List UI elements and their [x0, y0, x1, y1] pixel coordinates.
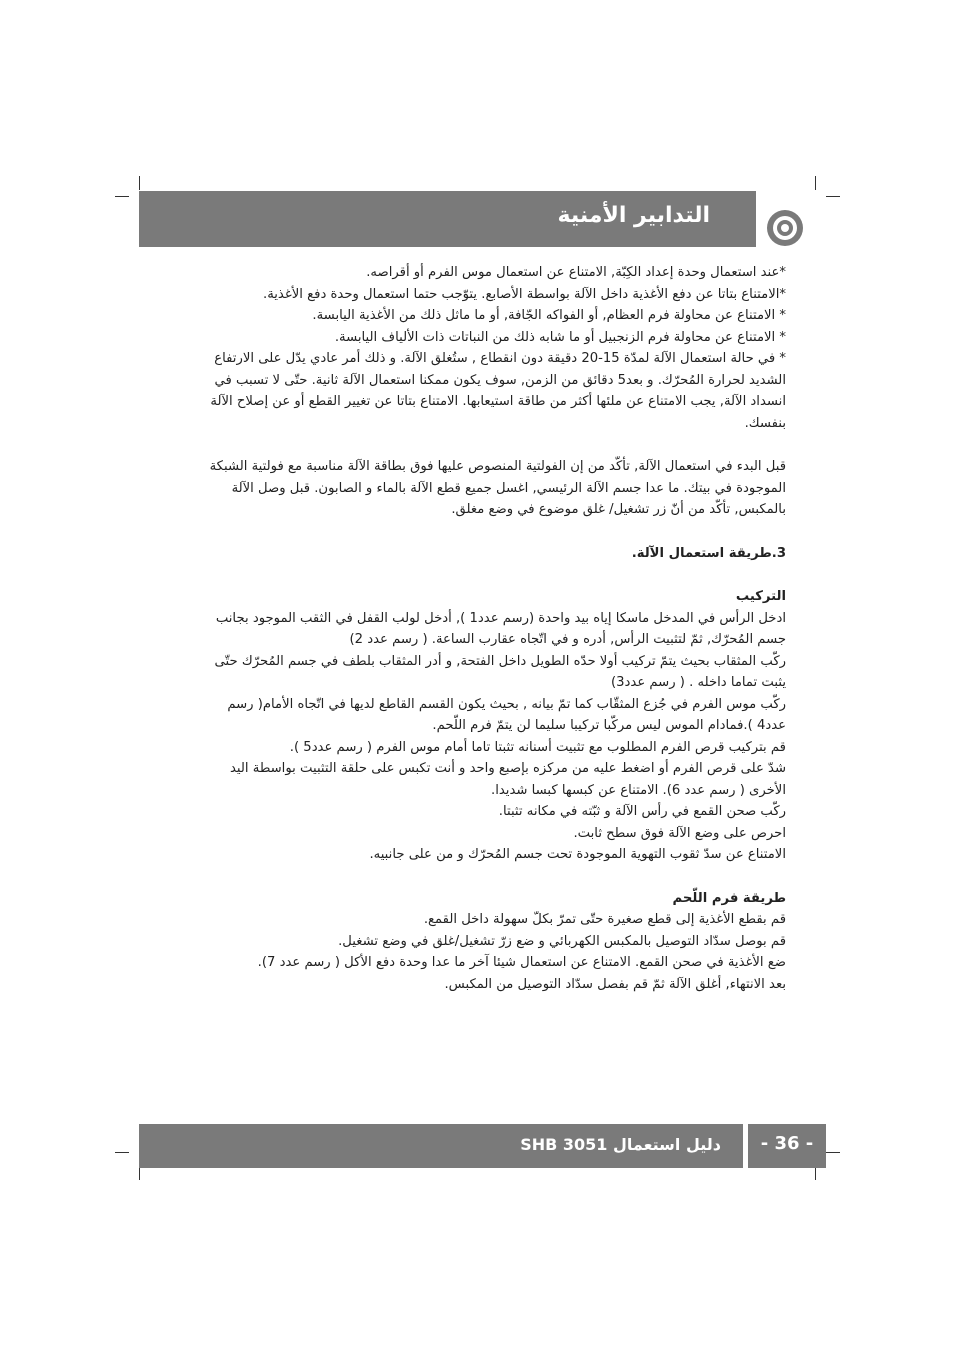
assembly-line: ركّب صحن القمع في رأس الآلة و ثبّته في مكانه تثبتا. — [498, 804, 786, 819]
brand-logo-icon — [765, 208, 805, 248]
crop-mark — [115, 1152, 129, 1153]
crop-mark — [826, 196, 840, 197]
grinding-line: بعد الانتهاء, أغلق الآلة ثمّ قم بفصل سدّاد التوصيل من المكبس. — [444, 976, 786, 992]
crop-mark — [815, 1166, 816, 1180]
crop-mark — [826, 1152, 840, 1153]
crop-mark — [115, 196, 129, 197]
page-title: التدابير الأمنية — [557, 203, 710, 228]
assembly-line: قم بتركيب قرص الفرم المطلوب مع تثبيت أسنانه تثبتا تاما أمام موس الفرم ( رسم عدد5 ). — [289, 739, 786, 755]
page-number: - 36 - — [760, 1133, 814, 1154]
safety-item: * في حالة استعمال الآلة لمدّة 15-20 دقيقة دون انقطاع , ستُغلق الآلة. و ذلك أمر عادي يدّل على الارتفاع الشديد لحرارة المُحرّك. و بعد5 دقائق من الزمن, سوف يكون ممكنا استعمال الآلة ثانية. حتّى لا تسبب في انسداد الآلة, يجب الامتناع عن ملئها أكثر من طاقة استيعابها. الامتناع بتاتا عن تغيير القطع أو عن إصلاح الآلة بنفسك. — [210, 351, 786, 431]
assembly-line: شدّ على قرص الفرم أو اضغط عليه من مركزه بإصبع واحد و أنت تكبس على حلقة التثبيت بواسطة اليد الأخرى ( رسم عدد 6). الامتناع عن كبسها كبسا شديدا. — [229, 761, 786, 798]
safety-item: *الامتناع بتاتا عن دفع الأغذية داخل الآلة بواسطة الأصابع. يتوّجب حتما استعمال وحدة دفع الأغذية. — [263, 286, 786, 302]
crop-mark — [139, 1166, 140, 1180]
safety-item: * الامتناع عن محاولة فرم العظام, أو الفواكه الجّافة, أو ما ماثل ذلك من الأغذية اليابسة. — [312, 308, 786, 323]
voltage-paragraph: قبل البدء في استعمال الآلة, تأكّد من إن الفولتية المنصوص عليها فوق بطاقة الآلة مناسبة مع فولتية الشبكة الموجودة في بيتك. ما عدا جسم الآلة الرئيسي, اغسل جميع قطع الآلة بالماء و الصابون. قبل وصل الآلة بالمكبس, تأكّد من أنّ زر تشغيل/ غلق موضوع في وضع مغلق. — [209, 459, 786, 517]
header-bar — [139, 191, 756, 247]
grinding-line: قم بوصل سدّاد التوصيل بالمكبس الكهربائي و ضع زرّ تشغيل/غلق في وضع تشغيل. — [338, 933, 786, 949]
safety-item: *عند استعمال وحدة إعداد الكِبّة, الامتناع عن استعمال موس الفرم أو أقراصه. — [366, 265, 786, 280]
assembly-line: احرص على وضع الآلة فوق سطح ثابت. — [573, 825, 786, 841]
assembly-heading: التركيب — [735, 589, 786, 604]
crop-mark — [815, 176, 816, 190]
footer-bar — [139, 1124, 743, 1168]
section-heading: 3.طريقة استعمال الآلة. — [631, 545, 786, 561]
main-content — [200, 262, 786, 995]
assembly-line: ادخل الرأس في المدخل ماسكا إياه بيد واحدة (رسم عدد1 ), أدخل لولب القفل في الثقب الموجود بجانب جسم المُحرّك, ثمّ لتثبيت الرأس, أدره و في اتّجاه عقارب الساعة. ( رسم عدد 2) — [215, 610, 786, 647]
grinding-line: ضع الأغذية في صحن القمع. الامتناع عن استعمال شيئا آخر ما عدا وحدة دفع الأكل ( رسم عدد 7). — [257, 955, 786, 970]
assembly-line: ركّب موس الفرم في جُزع المثقّاب كما تمّ بيانه , بحيث يكون القسم القاطع لديها في اتّجاه الأمام( رسم عدد4 ).فمادام الموس ليس مركّبا تركيبا سليما لن يتمّ فرم اللّحم. — [227, 696, 786, 733]
safety-item: * الامتناع عن محاولة فرم الزنجبيل أو ما شابه ذلك من النباتات ذات الألياف اليابسة. — [334, 329, 786, 345]
grinding-heading: طريقة فرم اللّحم — [672, 890, 786, 906]
footer-title: دليل استعمال SHB 3051 — [520, 1135, 721, 1154]
assembly-line: الامتناع عن سدّ ثقوب التهوية الموجودة تحت جسم المُحرّك و من على جانبيه. — [369, 847, 786, 862]
crop-mark — [139, 176, 140, 190]
grinding-line: قم بقطع الأغذية إلى قطع صغيرة حتّى تمرّ بكلّ سهولة داخل القمع. — [423, 912, 786, 927]
page-number-box — [748, 1124, 826, 1168]
assembly-line: ركّب المثقاب بحيث يتمّ تركيب أولا حدّه الطويل داخل الفتحة, و أدر المثقاب بلطف في جسم المُحرّك حتّى يثبت تماما داخله . ( رسم عدد3) — [214, 653, 786, 690]
